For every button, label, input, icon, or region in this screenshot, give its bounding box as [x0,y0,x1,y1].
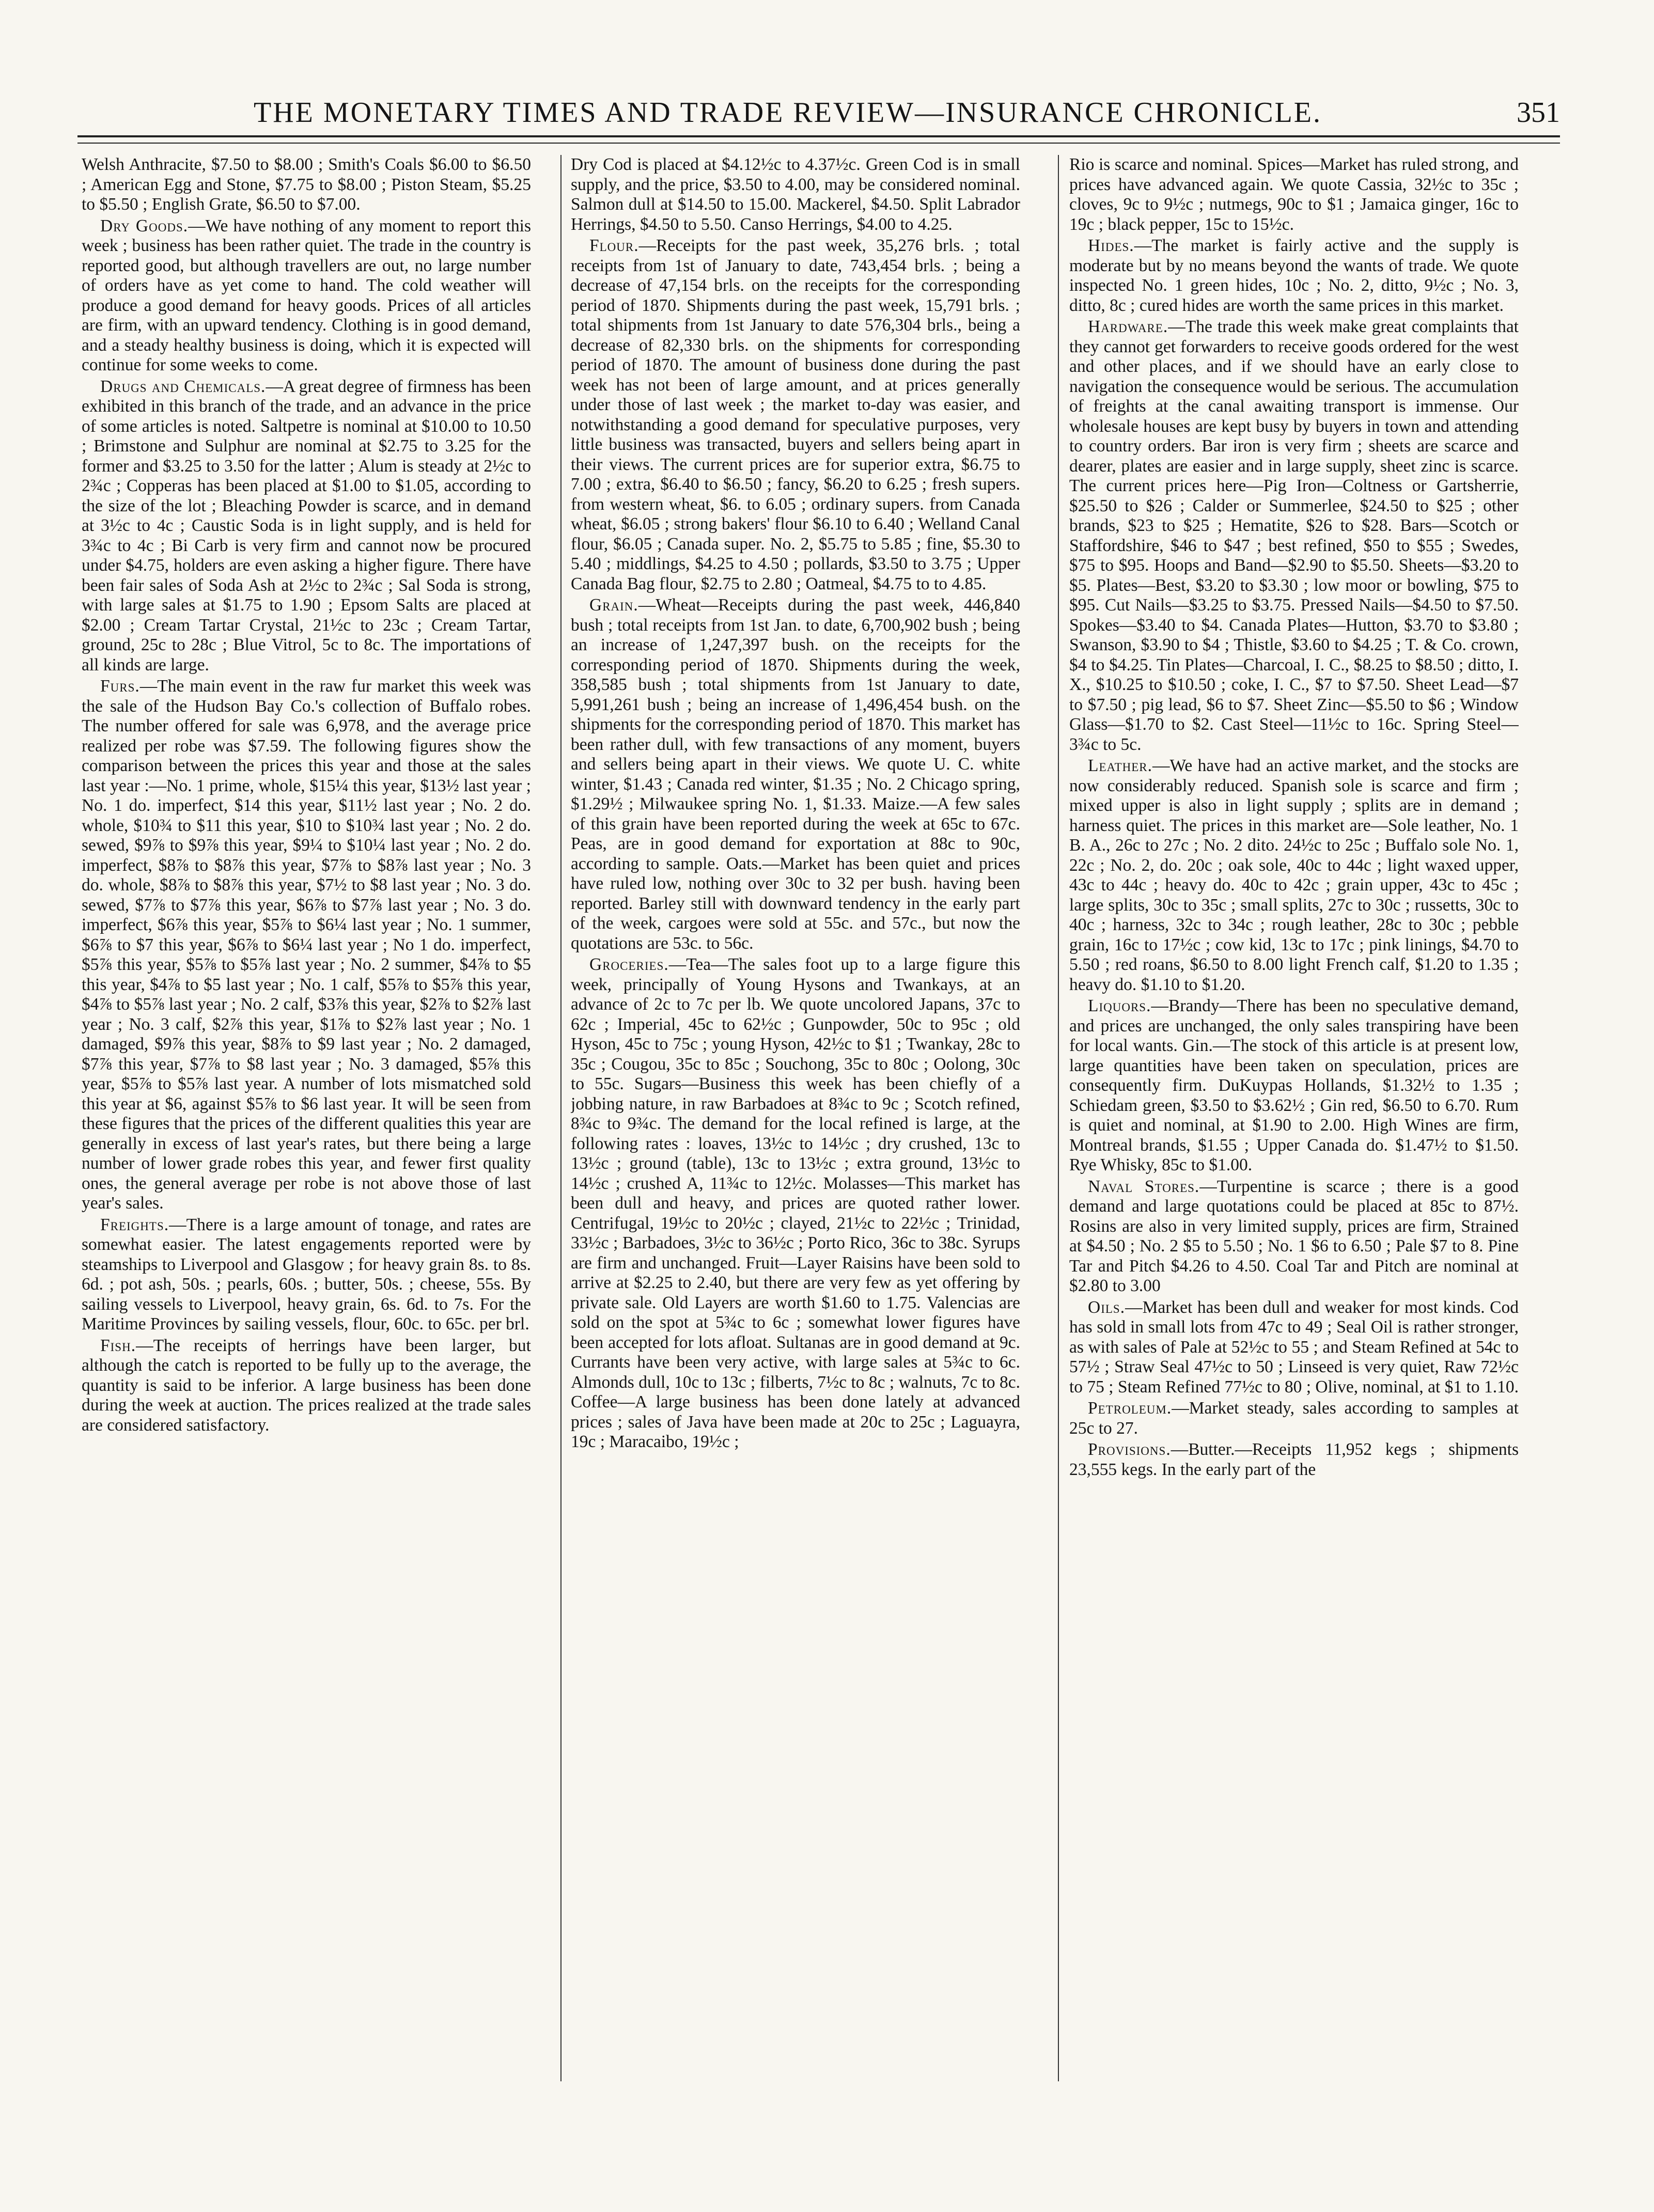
column-3 [1069,155,1519,2097]
section-heading: Furs. [100,677,140,696]
paragraph-text: Dry Cod is placed at $4.12½c to 4.37½c. Green Cod is in small supply, and the price, $3.50 to 4.00, may be considered nominal. Salmon dull at $14.50 to 15.00. Mackerel, $4.50. Split Labrador Herrings, $4.50 to 5.50. Canso Herrings, $4.00 to 4.25. [571,155,1020,234]
article-paragraph [82,216,531,375]
article-paragraph [82,1336,531,1436]
article-paragraph [82,377,531,676]
section-heading: Petroleum. [1088,1399,1172,1418]
section-heading: Grain. [589,595,638,615]
paragraph-text: Rio is scarce and nominal. Spices—Market has ruled strong, and prices have advanced again. We quote Cassia, 32½c to 35c ; cloves, 9c to 9½c ; nutmegs, 90c to $1 ; Jamaica ginger, 16c to 19c ; black pepper, 15c to 15½c. [1069,155,1519,234]
article-paragraph [1069,317,1519,755]
article-paragraph [82,155,531,215]
column-divider-2 [1058,155,1059,2081]
section-heading: Hardware. [1088,317,1168,336]
section-heading: Flour. [589,236,639,255]
article-paragraph [1069,756,1519,995]
paragraph-text: —We have had an active market, and the stocks are now considerably reduced. Spanish sole is scarce and firm ; mixed upper is also in light supply ; splits are in demand ; harness quiet. The prices in this market are—Sole leather, No. 1 B. A., 26c to 27c ; No. 2 dito. 24½c to 25c ; Buffalo sole No. 1, 22c ; No. 2, do. 20c ; oak sole, 40c to 44c ; light waxed upper, 43c to 44c ; heavy do. 40c to 42c ; grain upper, 43c to 45c ; large splits, 30c to 35c ; small splits, 27c to 30c ; russetts, 30c to 40c ; harness, 32c to 34c ; rough leather, 28c to 30c ; pebble grain, 16c to 17½c ; cow kid, 13c to 17c ; pink linings, $4.70 to 5.50 ; red roans, $6.50 to 8.00 light French calf, $1.20 to 1.35 ; heavy do. $1.10 to $1.20. [1069,756,1519,994]
column-divider-1 [560,155,561,2081]
article-paragraph [82,677,531,1214]
section-heading: Provisions. [1088,1440,1171,1459]
paragraph-text: Welsh Anthracite, $7.50 to $8.00 ; Smith's Coals $6.00 to $6.50 ; American Egg and Stone, $7.75 to $8.00 ; Piston Steam, $5.25 to $5.50 ; English Grate, $6.50 to $7.00. [82,155,531,214]
masthead-title: THE MONETARY TIMES AND TRADE REVIEW—INSURANCE CHRONICLE. [253,97,1322,129]
paragraph-text: —A great degree of firmness has been exhibited in this branch of the trade, and an advance in the price of some articles is noted. Saltpetre is nominal at $10.00 to 10.50 ; Brimstone and Sulphur are nominal at $2.75 to 3.25 for the former and $3.25 to 3.50 for the latter ; Alum is steady at 2½c to 2¾c ; Copperas has been placed at $1.00 to $1.05, according to the size of the lot ; Bleaching Powder is scarce, and in demand at 3½c to 4c ; Caustic Soda is in light supply, and is held for 3¾c to 4c ; Bi Carb is very firm and cannot now be procured under $4.75, holders are even asking a higher figure. There have been fair sales of Soda Ash at 2½c to 2¾c ; Sal Soda is strong, with large sales at $1.75 to 1.90 ; Epsom Salts are placed at $2.00 ; Cream Tartar Crystal, 21½c to 23c ; Cream Tartar, ground, 25c to 28c ; Blue Vitrol, 5c to 8c. The importations of all kinds are large. [82,376,531,674]
paragraph-text: —Brandy—There has been no speculative demand, and prices are unchanged, the only sales transpiring have been for local wants. Gin.—The stock of this article is at present low, large quantities have been taken on speculation, prices are consequently firm. DuKuypas Hollands, $1.32½ to 1.35 ; Schiedam green, $3.50 to $3.62½ ; Gin red, $6.50 to 6.70. Rum is quiet and nominal, at $1.90 to 2.00. High Wines are firm, Montreal brands, $1.55 ; Upper Canada do. $1.47½ to $1.50. Rye Whisky, 85c to $1.00. [1069,996,1519,1174]
section-heading: Naval Stores. [1088,1176,1200,1196]
section-heading: Leather. [1088,756,1152,775]
article-paragraph [1069,155,1519,234]
paragraph-text: —Turpentine is scarce ; there is a good demand and large quotations could be placed at 85c to 87½. Rosins are also in very limited supply, prices are firm, Strained at $4.50 ; No. 2 $5 to 5.50 ; No. 1 $6 to 6.50 ; Pale $7 to 8. Pine Tar and Pitch $4.26 to 4.50. Coal Tar and Pitch are nominal at $2.80 to 3.00 [1069,1176,1519,1295]
section-heading: Fish. [100,1336,136,1355]
column-1 [82,155,531,2097]
article-paragraph [1069,1399,1519,1438]
paragraph-text: —Market has been dull and weaker for most kinds. Cod has sold in small lots from 47c to 49 ; Seal Oil is rather stronger, as with sales of Pale at 52½c to 55 ; and Steam Refined at 54c to 57½ ; Straw Seal 47½c to 50 ; Linseed is very quiet, Raw 72½c to 75 ; Steam Refined 77½c to 80 ; Olive, nominal, at $1 to 1.10. [1069,1297,1519,1397]
page-number: 351 [1517,97,1560,129]
article-paragraph [571,155,1020,234]
paragraph-text: —Receipts for the past week, 35,276 brls. ; total receipts from 1st of January to date, 743,454 brls. ; being a decrease of 47,154 brls. on the receipts for the corresponding period of 1870. Shipments during the past week, 15,791 brls. ; total shipments from 1st January to date 576,304 brls., being a decrease of 82,330 brls. on the shipments for corresponding period of 1870. The amount of business done during the past week has not been of large amount, and at prices generally under those of last week ; the market to-day was easier, and notwithstanding a good demand for speculative purposes, very little business was transacted, buyers and sellers being apart in their views. The current prices are for superior extra, $6.75 to 7.00 ; extra, $6.40 to $6.50 ; fancy, $6.20 to 6.25 ; fresh supers. from western wheat, $6. to 6.05 ; ordinary supers. from Canada wheat, $6.05 ; strong bakers' flour $6.10 to 6.40 ; Welland Canal flour, $6.05 ; Canada super. No. 2, $5.75 to 5.85 ; fine, $5.30 to 5.40 ; middlings, $4.25 to 4.50 ; pollards, $3.50 to 3.75 ; Upper Canada Bag flour, $2.75 to 2.80 ; Oatmeal, $4.75 to to 4.85. [571,236,1020,593]
header-rule-thick [77,135,1560,137]
article-paragraph [1069,1177,1519,1296]
paragraph-text: —Wheat—Receipts during the past week, 446,840 bush ; total receipts from 1st Jan. to date, 6,700,902 bush ; being an increase of 1,247,397 bush. on the receipts for the corresponding period of 1870. Shipments during the week, 358,585 bush ; total shipments from 1st January to date, 5,991,261 bush ; being an increase of 1,496,454 bush. on the shipments for the corresponding period of 1870. This market has been rather dull, with few transactions of any moment, buyers and sellers being apart in their views. We quote U. C. white winter, $1.43 ; Canada red winter, $1.35 ; No. 2 Chicago spring, $1.29½ ; Milwaukee spring No. 1, $1.33. Maize.—A few sales of this grain have been reported during the week at 65c to 67c. Peas, are in good demand for exportation at 88c to 90c, according to sample. Oats.—Market has been quiet and prices have ruled low, nothing over 30c to 32 per bush. having been reported. Barley still with downward tendency in the early part of the week, cargoes were sold at 55c. and 57c., but now the quotations are 53c. to 56c. [571,595,1020,953]
article-paragraph [571,236,1020,594]
paragraph-text: —Tea—The sales foot up to a large figure this week, principally of Young Hysons and Twankays, at an advance of 2c to 7c per lb. We quote uncolored Japans, 37c to 62c ; Imperial, 45c to 62½c ; Gunpowder, 50c to 95c ; old Hyson, 45c to 75c ; young Hyson, 42½c to $1 ; Twankay, 28c to 35c ; Cougou, 35c to 85c ; Souchong, 35c to 80c ; Oolong, 30c to 55c. Sugars—Business this week has been chiefly of a jobbing nature, in raw Barbadoes at 8¾c to 9c ; Scotch refined, 8¾c to 9¾c. The demand for the local refined is large, at the following rates : loaves, 13½c to 14½c ; dry crushed, 13c to 13½c ; ground (table), 13c to 13½c ; extra ground, 13½c to 14½c ; crushed A, 11¾c to 12½c. Molasses—This market has been dull and heavy, and prices are quoted rather lower. Centrifugal, 19½c to 20½c ; clayed, 21½c to 22½c ; Trinidad, 33½c ; Barbadoes, 3½c to 36½c ; Porto Rico, 36c to 38c. Syrups are firm and unchanged. Fruit—Layer Raisins have been sold to arrive at $2.25 to 2.40, but there are very few as yet offering by private sale. Old Layers are worth $1.60 to 1.75. Valencias are sold on the spot at 5¾c to 6c ; somewhat lower figures have been accepted for lots afloat. Sultanas are in good demand at 9c. Currants have been very active, with large sales at 5¾c to 6c. Almonds dull, 10c to 13c ; filberts, 7½c to 8c ; walnuts, 7c to 8c. Coffee—A large business has been done lately at advanced prices ; sales of Java have been made at 20c to 25c ; Laguayra, 19c ; Maracaibo, 19½c ; [571,955,1020,1451]
section-heading: Liquors. [1088,996,1151,1015]
section-heading: Oils. [1088,1297,1126,1317]
page-header [77,88,1560,129]
article-paragraph [1069,996,1519,1175]
section-heading: Drugs and Chemicals. [100,376,266,396]
paragraph-text: —Market steady, sales according to samples at 25c to 27. [1069,1399,1519,1438]
article-paragraph [1069,1440,1519,1480]
paragraph-text: —The main event in the raw fur market this week was the sale of the Hudson Bay Co.'s collection of Buffalo robes. The number offered for sale was 6,978, and the average price realized per robe was $7.59. The following figures show the comparison between the prices this year and those at the sales last year :—No. 1 prime, whole, $15¼ this year, $13½ last year ; No. 1 do. imperfect, $14 this year, $11½ last year ; No. 2 do. whole, $10¾ to $11 this year, $10 to $10¾ last year ; No. 2 do. sewed, $9⅞ to $9⅞ this year, $9¼ to $10¼ last year ; No. 2 do. imperfect, $8⅞ to $8⅞ this year, $7⅞ to $8⅞ last year ; No. 3 do. whole, $8⅞ to $8⅞ this year, $7½ to $8 last year ; No. 3 do. sewed, $7⅞ to $7⅞ this year, $6⅞ to $7⅞ last year ; No. 3 do. imperfect, $6⅞ this year, $5⅞ to $6¼ last year ; No. 1 summer, $6⅞ to $7 this year, $6⅞ to $6¼ last year ; No 1 do. imperfect, $5⅞ this year, $5⅞ to $5⅞ last year ; No. 2 summer, $4⅞ to $5 this year, $4⅞ to $5 last year ; No. 1 calf, $5⅞ to $5⅞ this year, $4⅞ to $5⅞ last year ; No. 2 calf, $3⅞ this year, $2⅞ to $2⅞ last year ; No. 3 calf, $2⅞ this year, $1⅞ to $2⅞ last year ; No. 1 damaged, $9⅞ this year, $8⅞ to $9 last year ; No. 2 damaged, $7⅞ this year, $7⅞ to $8 last year ; No. 3 damaged, $5⅞ this year, $5⅞ to $5⅞ last year. A number of lots mismatched sold this year at $6, against $5⅞ to $6 last year. It will be seen from these figures that the prices of the different qualities this year are generally in excess of last year's rates, but there being a large number of lower grade robes this year, and fewer first quality ones, the general average per robe is not above those of last year's sales. [82,677,531,1213]
header-rule-thin [77,143,1560,144]
section-heading: Groceries. [589,955,669,974]
paragraph-text: —There is a large amount of tonage, and rates are somewhat easier. The latest engagements reported were by steamships to Liverpool and Glasgow ; for heavy grain 8s. to 8s. 6d. ; pot ash, 50s. ; pearls, 60s. ; butter, 50s. ; cheese, 55s. By sailing vessels to Liverpool, heavy grain, 6s. 6d. to 7s. For the Maritime Provinces by sailing vessels, flour, 60c. to 65c. per brl. [82,1215,531,1334]
article-paragraph [1069,236,1519,316]
column-2 [571,155,1020,2097]
paragraph-text: —The receipts of herrings have been larger, but although the catch is reported to be fully up to the average, the quantity is said to be inferior. A large business has been done during the week at auction. The prices realized at the trade sales are considered satisfactory. [82,1336,531,1435]
paragraph-text: —Butter.—Receipts 11,952 kegs ; shipments 23,555 kegs. In the early part of the [1069,1440,1519,1479]
section-heading: Dry Goods. [100,216,189,236]
article-paragraph [571,595,1020,953]
paragraph-text: —The market is fairly active and the supply is moderate but by no means beyond the wants of trade. We quote inspected No. 1 green hides, 10c ; No. 2, ditto, 9½c ; No. 3, ditto, 8c ; cured hides are worth the same prices in this market. [1069,236,1519,315]
section-heading: Freights. [100,1215,169,1234]
article-paragraph [571,955,1020,1452]
paragraph-text: —The trade this week make great complaints that they cannot get forwarders to receive goods ordered for the west and other places, and if we should have an early close to navigation the consequence would be serious. The accumulation of freights at the canal awaiting transport is immense. Our wholesale houses are kept busy by buyers in town and attending to country orders. Bar iron is very firm ; sheets are scarce and dearer, plates are easier and in large supply, sheet zinc is scarce. The current prices here—Pig Iron—Coltness or Gartsherrie, $25.50 to $26 ; Calder or Summerlee, $24.50 to $25 ; other brands, $23 to $25 ; Hematite, $26 to $28. Bars—Scotch or Staffordshire, $46 to $47 ; best refined, $50 to $55 ; Swedes, $75 to $95. Hoops and Band—$2.90 to $5.50. Sheets—$3.20 to $5. Plates—Best, $3.20 to $3.30 ; low moor or bowling, $75 to $95. Cut Nails—$3.25 to $3.75. Pressed Nails—$4.50 to $7.50. Spokes—$3.40 to $4. Canada Plates—Hutton, $3.70 to $3.80 ; Swanson, $3.90 to $4 ; Thistle, $3.60 to $4.25 ; T. & Co. crown, $4 to $4.25. Tin Plates—Charcoal, I. C., $8.25 to $8.50 ; ditto, I. X., $10.25 to $10.50 ; coke, I. C., $7 to $7.50. Sheet Lead—$7 to $7.50 ; pig lead, $6 to $7. Sheet Zinc—$5.50 to $6 ; Window Glass—$1.70 to $2. Cast Steel—11½c to 16c. Spring Steel—3¾c to 5c. [1069,317,1519,754]
section-heading: Hides. [1088,236,1134,255]
article-paragraph [82,1215,531,1335]
article-paragraph [1069,1298,1519,1398]
paragraph-text: —We have nothing of any moment to report this week ; business has been rather quiet. The trade in the country is reported good, but although travellers are out, no large number of orders have as yet come to hand. The cold weather will produce a good demand for heavy goods. Prices of all articles are firm, with an upward tendency. Clothing is in good demand, and a steady healthy business is doing, which it is expected will continue for some weeks to come. [82,216,531,374]
